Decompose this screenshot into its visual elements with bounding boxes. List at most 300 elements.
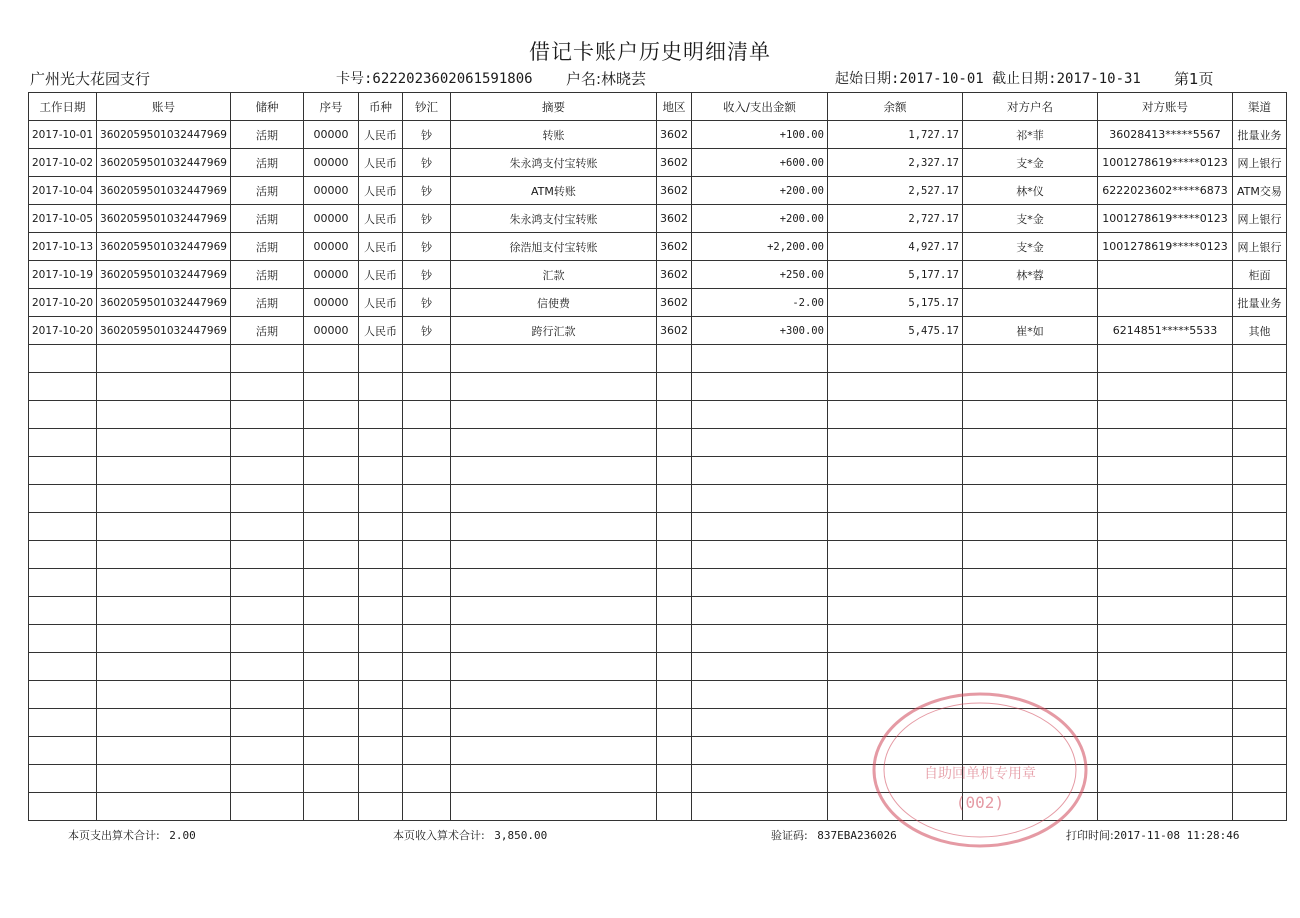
cell-summary [450, 457, 656, 485]
cell-seq: 00000 [303, 205, 358, 233]
cell-currency: 人民币 [358, 177, 402, 205]
cell-cash: 钞 [402, 205, 450, 233]
cell-seq [303, 681, 358, 709]
stamp-number: (002) [955, 793, 1005, 812]
cell-balance [827, 345, 962, 373]
empty-row [29, 373, 1287, 401]
cell-summary [450, 345, 656, 373]
cell-currency: 人民币 [358, 317, 402, 345]
cell-seq [303, 485, 358, 513]
cell-party-account [1097, 373, 1232, 401]
cell-currency [358, 625, 402, 653]
cell-cash: 钞 [402, 289, 450, 317]
table-row [29, 121, 1287, 149]
cell-type [230, 653, 303, 681]
income-total [393, 827, 547, 843]
cell-date [29, 793, 97, 821]
cell-party: 支*金 [962, 233, 1097, 261]
income-total-value: 3,850.00 [494, 829, 548, 842]
cell-party-account [1097, 625, 1232, 653]
cell-region [656, 513, 691, 541]
cell-amount [691, 541, 827, 569]
cell-region [656, 681, 691, 709]
table-row [29, 205, 1287, 233]
cell-amount [691, 569, 827, 597]
cell-channel: 柜面 [1232, 261, 1286, 289]
cell-region: 3602 [656, 233, 691, 261]
cell-currency [358, 681, 402, 709]
cell-balance: 5,175.17 [827, 289, 962, 317]
cell-seq [303, 401, 358, 429]
cell-region: 3602 [656, 261, 691, 289]
cell-channel [1232, 737, 1286, 765]
cell-type [230, 401, 303, 429]
cell-summary [450, 709, 656, 737]
cell-date: 2017-10-04 [29, 177, 97, 205]
cell-party-account [1097, 793, 1232, 821]
cell-account [97, 765, 231, 793]
cell-seq [303, 373, 358, 401]
cell-date [29, 513, 97, 541]
cell-currency [358, 569, 402, 597]
table-row [29, 289, 1287, 317]
cell-party: 林*仪 [962, 177, 1097, 205]
cell-party-account [1097, 457, 1232, 485]
cell-balance: 2,327.17 [827, 149, 962, 177]
cell-account [97, 429, 231, 457]
empty-row [29, 709, 1287, 737]
cell-party [962, 541, 1097, 569]
cell-summary: ATM转账 [450, 177, 656, 205]
cell-amount [691, 485, 827, 513]
cell-date [29, 765, 97, 793]
cell-seq: 00000 [303, 317, 358, 345]
cell-balance: 5,475.17 [827, 317, 962, 345]
cell-party: 祁*菲 [962, 121, 1097, 149]
empty-row [29, 653, 1287, 681]
cell-summary [450, 401, 656, 429]
cell-date: 2017-10-19 [29, 261, 97, 289]
cell-channel [1232, 541, 1286, 569]
cell-region [656, 541, 691, 569]
cell-seq [303, 541, 358, 569]
table-header-row [29, 93, 1287, 121]
column-header: 收入/支出金额 [691, 93, 827, 121]
cell-date [29, 345, 97, 373]
branch-name: 广州光大花园支行 [30, 70, 151, 88]
cell-type [230, 345, 303, 373]
cell-seq: 00000 [303, 149, 358, 177]
cell-type [230, 485, 303, 513]
cell-date [29, 709, 97, 737]
income-total-label: 本页收入算术合计: [393, 829, 485, 842]
cell-account: 36020595010324479​69 [97, 121, 231, 149]
cell-amount [691, 625, 827, 653]
cell-balance: 5,177.17 [827, 261, 962, 289]
cell-account [97, 653, 231, 681]
cell-account: 3602059501032447969 [97, 149, 231, 177]
table-row [29, 149, 1287, 177]
cell-account [97, 597, 231, 625]
cell-party-account [1097, 429, 1232, 457]
cell-amount: +200.00 [691, 205, 827, 233]
cell-party-account: 36028413*****5567 [1097, 121, 1232, 149]
cell-date [29, 569, 97, 597]
cell-date [29, 625, 97, 653]
cell-account [97, 345, 231, 373]
cell-date [29, 429, 97, 457]
cell-party [962, 401, 1097, 429]
cell-amount [691, 597, 827, 625]
table-row [29, 177, 1287, 205]
card-number: 卡号:6222023602061591806 [336, 71, 533, 87]
cell-balance [827, 373, 962, 401]
transaction-table [28, 92, 1287, 821]
cell-currency [358, 345, 402, 373]
cell-summary [450, 653, 656, 681]
cell-party-account: 6214851*****5533 [1097, 317, 1232, 345]
cell-summary [450, 569, 656, 597]
cell-type [230, 457, 303, 485]
cell-balance [827, 653, 962, 681]
cell-seq: 00000 [303, 261, 358, 289]
cell-type: 活期 [230, 233, 303, 261]
cell-amount [691, 793, 827, 821]
cell-party-account [1097, 569, 1232, 597]
cell-cash [402, 345, 450, 373]
cell-region [656, 709, 691, 737]
empty-row [29, 457, 1287, 485]
column-header: 对方户名 [962, 93, 1097, 121]
cell-amount [691, 681, 827, 709]
cell-summary [450, 765, 656, 793]
empty-row [29, 513, 1287, 541]
cell-balance [827, 457, 962, 485]
cell-balance [827, 625, 962, 653]
date-range: 起始日期:2017-10-01 截止日期:2017-10-31 [835, 71, 1141, 87]
cell-seq [303, 793, 358, 821]
cell-date [29, 541, 97, 569]
cell-currency [358, 737, 402, 765]
cell-region [656, 653, 691, 681]
cell-date [29, 597, 97, 625]
cell-amount: -2.00 [691, 289, 827, 317]
cell-cash: 钞 [402, 149, 450, 177]
cell-party [962, 513, 1097, 541]
cell-summary [450, 597, 656, 625]
cell-seq [303, 513, 358, 541]
cell-summary [450, 737, 656, 765]
cell-account [97, 681, 231, 709]
cell-currency [358, 485, 402, 513]
cell-currency [358, 373, 402, 401]
cell-account [97, 373, 231, 401]
cell-amount: +300.00 [691, 317, 827, 345]
expense-total-value: 2.00 [169, 829, 196, 842]
cell-region [656, 625, 691, 653]
cell-date [29, 401, 97, 429]
empty-row [29, 681, 1287, 709]
empty-row [29, 793, 1287, 821]
column-header: 渠道 [1232, 93, 1286, 121]
cell-channel: 网上银行 [1232, 233, 1286, 261]
cell-seq [303, 765, 358, 793]
cell-type [230, 737, 303, 765]
cell-cash [402, 485, 450, 513]
cell-channel: 网上银行 [1232, 205, 1286, 233]
cell-cash [402, 513, 450, 541]
cell-party-account [1097, 401, 1232, 429]
cell-region [656, 793, 691, 821]
cell-seq [303, 429, 358, 457]
cell-currency [358, 457, 402, 485]
empty-row [29, 485, 1287, 513]
cell-party: 支*金 [962, 205, 1097, 233]
cell-cash [402, 765, 450, 793]
cell-region [656, 345, 691, 373]
cell-channel [1232, 485, 1286, 513]
cell-channel [1232, 681, 1286, 709]
print-time [1066, 827, 1240, 843]
cell-party [962, 429, 1097, 457]
cell-cash [402, 429, 450, 457]
column-header: 余额 [827, 93, 962, 121]
cell-summary [450, 485, 656, 513]
cell-date [29, 681, 97, 709]
cell-cash [402, 625, 450, 653]
cell-channel: 批量业务 [1232, 121, 1286, 149]
column-header: 账号 [97, 93, 231, 121]
cell-party-account [1097, 345, 1232, 373]
cell-account [97, 401, 231, 429]
cell-seq: 00000 [303, 121, 358, 149]
cell-party [962, 625, 1097, 653]
cell-summary: 转账 [450, 121, 656, 149]
cell-cash: 钞 [402, 121, 450, 149]
cell-seq: 00000 [303, 233, 358, 261]
cell-cash [402, 793, 450, 821]
cell-currency [358, 765, 402, 793]
cell-currency: 人民币 [358, 289, 402, 317]
cell-cash [402, 597, 450, 625]
cell-currency [358, 793, 402, 821]
cell-amount [691, 429, 827, 457]
cell-channel [1232, 597, 1286, 625]
cell-account [97, 569, 231, 597]
cell-region: 3602 [656, 289, 691, 317]
verification-code-label: 验证码: [771, 829, 808, 842]
cell-party [962, 569, 1097, 597]
cell-seq: 00000 [303, 177, 358, 205]
cell-region [656, 429, 691, 457]
cell-type: 活期 [230, 289, 303, 317]
cell-amount: +600.00 [691, 149, 827, 177]
column-header: 地区 [656, 93, 691, 121]
column-header: 储种 [230, 93, 303, 121]
empty-row [29, 597, 1287, 625]
cell-amount [691, 345, 827, 373]
column-header: 对方账号 [1097, 93, 1232, 121]
cell-date: 2017-10-20 [29, 317, 97, 345]
cell-region [656, 597, 691, 625]
cell-currency [358, 597, 402, 625]
cell-summary: 朱永鸿支付宝转账 [450, 149, 656, 177]
cell-currency: 人民币 [358, 233, 402, 261]
cell-balance [827, 513, 962, 541]
cell-region [656, 401, 691, 429]
cell-cash [402, 569, 450, 597]
cell-account: 3602059501032447969 [97, 317, 231, 345]
cell-party-account [1097, 261, 1232, 289]
cell-date [29, 457, 97, 485]
cell-cash [402, 681, 450, 709]
cell-party-account [1097, 653, 1232, 681]
expense-total [68, 827, 196, 843]
cell-amount: +100.00 [691, 121, 827, 149]
cell-balance [827, 401, 962, 429]
cell-type [230, 709, 303, 737]
cell-date: 2017-10-13 [29, 233, 97, 261]
cell-balance [827, 485, 962, 513]
cell-amount [691, 513, 827, 541]
cell-cash [402, 653, 450, 681]
cell-summary: 信使费 [450, 289, 656, 317]
cell-summary: 徐浩旭支付宝转账 [450, 233, 656, 261]
cell-seq [303, 709, 358, 737]
cell-amount [691, 373, 827, 401]
cell-amount [691, 737, 827, 765]
cell-amount: +200.00 [691, 177, 827, 205]
cell-type: 活期 [230, 261, 303, 289]
cell-party-account [1097, 737, 1232, 765]
cell-seq [303, 737, 358, 765]
cell-seq [303, 653, 358, 681]
bank-seal-stamp [870, 690, 1090, 850]
cell-cash [402, 401, 450, 429]
cell-currency: 人民币 [358, 261, 402, 289]
cell-date: 2017-10-05 [29, 205, 97, 233]
cell-party-account [1097, 289, 1232, 317]
cell-party-account [1097, 681, 1232, 709]
expense-total-label: 本页支出算术合计: [68, 829, 160, 842]
cell-region [656, 569, 691, 597]
cell-summary: 朱永鸿支付宝转账 [450, 205, 656, 233]
cell-account: 3602059501032447969 [97, 289, 231, 317]
cell-region: 3602 [656, 205, 691, 233]
cell-party [962, 485, 1097, 513]
print-time-label: 打印时间: [1066, 829, 1114, 842]
cell-seq [303, 625, 358, 653]
cell-party [962, 653, 1097, 681]
cell-currency [358, 429, 402, 457]
cell-cash [402, 709, 450, 737]
cell-summary [450, 625, 656, 653]
cell-region [656, 485, 691, 513]
cell-party-account [1097, 485, 1232, 513]
column-header: 序号 [303, 93, 358, 121]
account-holder: 户名:林晓芸 [566, 70, 647, 88]
cell-amount [691, 709, 827, 737]
cell-region: 3602 [656, 149, 691, 177]
cell-cash [402, 457, 450, 485]
stamp-text: 自助回单机专用章 [924, 766, 1036, 782]
cell-amount: +250.00 [691, 261, 827, 289]
cell-party-account [1097, 541, 1232, 569]
cell-party-account [1097, 765, 1232, 793]
cell-channel [1232, 513, 1286, 541]
cell-summary [450, 541, 656, 569]
cell-channel: ATM交易 [1232, 177, 1286, 205]
cell-seq [303, 597, 358, 625]
cell-cash [402, 541, 450, 569]
cell-channel [1232, 793, 1286, 821]
cell-amount: +2,200.00 [691, 233, 827, 261]
cell-summary [450, 793, 656, 821]
cell-date: 2017-10-01 [29, 121, 97, 149]
cell-account [97, 457, 231, 485]
cell-party: 林*蓉 [962, 261, 1097, 289]
empty-row [29, 541, 1287, 569]
cell-type [230, 597, 303, 625]
cell-type: 活期 [230, 205, 303, 233]
cell-party [962, 345, 1097, 373]
cell-party-account [1097, 597, 1232, 625]
cell-channel [1232, 345, 1286, 373]
cell-cash: 钞 [402, 177, 450, 205]
cell-channel [1232, 625, 1286, 653]
cell-balance: 1,727.17 [827, 121, 962, 149]
cell-date: 2017-10-02 [29, 149, 97, 177]
cell-account [97, 541, 231, 569]
cell-party: 崔*如 [962, 317, 1097, 345]
cell-balance [827, 569, 962, 597]
cell-seq [303, 345, 358, 373]
cell-account [97, 513, 231, 541]
cell-balance: 4,927.17 [827, 233, 962, 261]
cell-type [230, 765, 303, 793]
cell-region: 3602 [656, 317, 691, 345]
cell-cash [402, 737, 450, 765]
cell-account [97, 625, 231, 653]
cell-amount [691, 457, 827, 485]
cell-party [962, 373, 1097, 401]
cell-seq [303, 457, 358, 485]
cell-account: 3602059501032447969 [97, 205, 231, 233]
cell-region: 3602 [656, 177, 691, 205]
empty-row [29, 765, 1287, 793]
table-row [29, 317, 1287, 345]
cell-summary [450, 429, 656, 457]
cell-summary: 汇款 [450, 261, 656, 289]
cell-channel [1232, 653, 1286, 681]
cell-channel: 批量业务 [1232, 289, 1286, 317]
cell-date [29, 485, 97, 513]
cell-type [230, 793, 303, 821]
cell-channel [1232, 429, 1286, 457]
cell-party-account [1097, 709, 1232, 737]
cell-channel [1232, 457, 1286, 485]
table-row [29, 261, 1287, 289]
cell-party-account: 1001278619*****0123 [1097, 233, 1232, 261]
column-header: 币种 [358, 93, 402, 121]
cell-region [656, 765, 691, 793]
document-title: 借记卡账户历史明细清单 [529, 40, 771, 64]
empty-row [29, 625, 1287, 653]
cell-currency [358, 513, 402, 541]
cell-date [29, 653, 97, 681]
cell-account [97, 709, 231, 737]
cell-party: 支*金 [962, 149, 1097, 177]
